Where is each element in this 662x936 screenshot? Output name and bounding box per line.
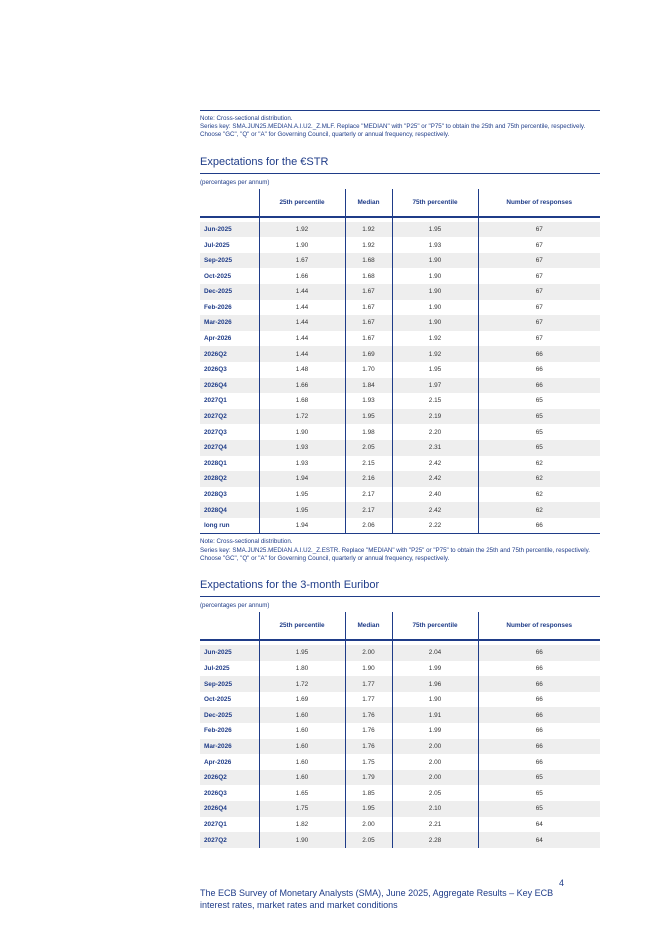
row-label: Feb-2026 (204, 727, 232, 735)
table-cell: 1.67 (259, 253, 345, 269)
column-header: 75th percentile (392, 189, 478, 217)
table-cell: 1.95 (345, 801, 392, 817)
row-label: 2026Q3 (204, 789, 227, 797)
table-row (200, 645, 600, 661)
table-cell: 1.98 (345, 424, 392, 440)
row-label: 2028Q3 (204, 491, 227, 498)
table-cell: 1.93 (259, 440, 345, 456)
table-cell: 2.22 (392, 518, 478, 534)
table-cell: 1.65 (259, 785, 345, 801)
table-row (200, 424, 600, 440)
table-row (200, 707, 600, 723)
column-header: Median (345, 612, 392, 640)
table-cell: 67 (478, 268, 600, 284)
column-header (200, 189, 259, 217)
table-cell: 1.94 (259, 518, 345, 534)
table-cell: 1.90 (392, 253, 478, 269)
table-row (200, 754, 600, 770)
table-cell: 2.20 (392, 424, 478, 440)
table-row (200, 692, 600, 708)
table-cell: 1.90 (259, 237, 345, 253)
table-cell: 1.90 (392, 284, 478, 300)
row-label: Dec-2025 (200, 707, 259, 723)
column-header: Number of responses (478, 189, 600, 217)
table-cell: 1.77 (345, 676, 392, 692)
table-cell: 1.68 (345, 253, 392, 269)
table-cell: 1.60 (259, 739, 345, 755)
table-cell: 2.05 (345, 440, 392, 456)
table-cell: 2.40 (392, 487, 478, 503)
table-row (200, 315, 600, 331)
table-cell: 2.15 (345, 456, 392, 472)
row-label: 2026Q4 (200, 801, 259, 817)
row-label: Jun-2025 (200, 645, 259, 661)
row-label: 2028Q4 (200, 502, 259, 518)
table-cell: 1.85 (345, 785, 392, 801)
row-label: long run (204, 522, 230, 530)
table-cell: 1.68 (345, 268, 392, 284)
page-number: 4 (559, 878, 565, 888)
table-cell: 62 (478, 471, 600, 487)
table-cell: 66 (478, 661, 600, 677)
table-cell: 1.93 (259, 456, 345, 472)
table-cell: 1.66 (259, 268, 345, 284)
row-label: 2027Q2 (200, 832, 259, 848)
table-cell: 66 (478, 645, 600, 661)
table-cell: 1.68 (259, 393, 345, 409)
table-cell: 65 (478, 440, 600, 456)
note-estr-line2: Series key: SMA.JUN25.MEDIAN.A.I.U2._Z.ESTR. Replace "MEDIAN" with "P25" or "P75" to obtain the 25th and 75th percentile, respectively. Choose "GC", "Q" or "A" for Governing Council, quarterly or annual frequency, respectively. (200, 546, 590, 562)
table-cell: 1.60 (259, 770, 345, 786)
table-cell: 66 (478, 378, 600, 394)
table-cell: 1.91 (392, 707, 478, 723)
table-cell: 1.79 (345, 770, 392, 786)
table-cell: 2.16 (345, 471, 392, 487)
table-cell: 1.93 (345, 393, 392, 409)
table-row (200, 518, 600, 534)
estr-header-row (200, 189, 600, 217)
table-cell: 2.42 (392, 502, 478, 518)
column-header (200, 612, 259, 640)
row-label: 2027Q4 (200, 440, 259, 456)
table-cell: 67 (478, 237, 600, 253)
row-label: 2027Q1 (204, 397, 227, 405)
table-cell: 1.95 (259, 645, 345, 661)
table-cell: 66 (478, 754, 600, 770)
table-row (200, 487, 600, 503)
table-cell: 2.10 (392, 801, 478, 817)
table-cell: 1.44 (259, 331, 345, 347)
table-row (200, 409, 600, 425)
table-cell: 62 (478, 487, 600, 503)
table-cell: 1.75 (345, 754, 392, 770)
table-row (200, 502, 600, 518)
table-cell: 1.80 (259, 661, 345, 677)
table-cell: 1.99 (392, 723, 478, 739)
table-row (200, 770, 600, 786)
column-header: Number of responses (478, 612, 600, 640)
page-content (200, 110, 600, 848)
table-cell: 1.90 (259, 424, 345, 440)
table-cell: 1.60 (259, 754, 345, 770)
row-label: 2026Q4 (200, 378, 259, 394)
row-label: Sep-2025 (200, 676, 259, 692)
table-cell: 1.90 (392, 300, 478, 316)
row-label: Oct-2025 (204, 272, 231, 280)
table-cell: 66 (478, 707, 600, 723)
row-label: Sep-2025 (200, 253, 259, 269)
table-cell: 1.72 (259, 676, 345, 692)
note-estr (200, 534, 600, 563)
estr-units: (percentages per annum) (200, 178, 270, 186)
table-cell: 1.95 (345, 409, 392, 425)
row-label: 2026Q2 (200, 770, 259, 786)
table-cell: 1.44 (259, 284, 345, 300)
table-cell: 1.95 (392, 222, 478, 238)
table-cell: 1.92 (392, 346, 478, 362)
table-cell: 1.60 (259, 723, 345, 739)
table-cell: 1.93 (392, 237, 478, 253)
table-cell: 2.42 (392, 471, 478, 487)
table-row (200, 378, 600, 394)
table-cell: 1.95 (392, 362, 478, 378)
table-cell: 2.28 (392, 832, 478, 848)
table-cell: 66 (478, 346, 600, 362)
table-cell: 66 (478, 676, 600, 692)
table-cell: 1.95 (259, 487, 345, 503)
table-cell: 2.06 (345, 518, 392, 534)
table-cell: 1.76 (345, 723, 392, 739)
table-cell: 1.67 (345, 300, 392, 316)
table-row (200, 253, 600, 269)
table-cell: 67 (478, 222, 600, 238)
table-cell: 65 (478, 424, 600, 440)
row-label: 2027Q3 (204, 428, 227, 436)
table-row (200, 393, 600, 409)
row-label: 2026Q2 (200, 346, 259, 362)
row-label: Feb-2026 (204, 303, 232, 311)
table-cell: 1.92 (392, 331, 478, 347)
table-cell: 1.76 (345, 707, 392, 723)
table-cell: 1.94 (259, 471, 345, 487)
table-cell: 62 (478, 456, 600, 472)
table-cell: 2.21 (392, 817, 478, 833)
table-cell: 1.44 (259, 346, 345, 362)
table-cell: 66 (478, 362, 600, 378)
table-cell: 66 (478, 518, 600, 534)
table-row (200, 268, 600, 284)
table-cell: 1.92 (345, 237, 392, 253)
table-cell: 1.90 (345, 661, 392, 677)
table-cell: 1.75 (259, 801, 345, 817)
estr-table (200, 189, 600, 534)
table-cell: 2.15 (392, 393, 478, 409)
table-cell: 1.82 (259, 817, 345, 833)
estr-title-rule (200, 173, 600, 174)
euribor-title-rule (200, 596, 600, 597)
table-row (200, 801, 600, 817)
table-cell: 1.67 (345, 331, 392, 347)
table-cell: 67 (478, 253, 600, 269)
table-row (200, 362, 600, 378)
row-label: Mar-2026 (200, 315, 259, 331)
table-cell: 1.92 (259, 222, 345, 238)
column-header: 25th percentile (259, 612, 345, 640)
table-cell: 65 (478, 409, 600, 425)
table-cell: 67 (478, 331, 600, 347)
table-cell: 1.44 (259, 300, 345, 316)
table-cell: 67 (478, 315, 600, 331)
row-label: Jun-2025 (200, 222, 259, 238)
euribor-table (200, 612, 600, 848)
table-cell: 65 (478, 801, 600, 817)
table-row (200, 284, 600, 300)
table-cell: 2.00 (345, 817, 392, 833)
table-cell: 2.17 (345, 487, 392, 503)
row-label: Apr-2026 (204, 335, 232, 343)
table-cell: 66 (478, 692, 600, 708)
table-cell: 1.90 (392, 692, 478, 708)
table-cell: 1.48 (259, 362, 345, 378)
row-label: Mar-2026 (200, 739, 259, 755)
row-label: 2028Q2 (200, 471, 259, 487)
row-label: Dec-2025 (200, 284, 259, 300)
table-cell: 1.84 (345, 378, 392, 394)
table-cell: 66 (478, 739, 600, 755)
note-top (200, 111, 600, 140)
table-row (200, 300, 600, 316)
row-label: 2026Q3 (204, 366, 227, 374)
table-cell: 66 (478, 723, 600, 739)
table-cell: 67 (478, 300, 600, 316)
column-header: 75th percentile (392, 612, 478, 640)
table-cell: 1.96 (392, 676, 478, 692)
table-cell: 1.90 (392, 315, 478, 331)
table-cell: 1.60 (259, 707, 345, 723)
table-cell: 1.99 (392, 661, 478, 677)
table-cell: 2.17 (345, 502, 392, 518)
table-cell: 1.44 (259, 315, 345, 331)
table-row (200, 817, 600, 833)
table-cell: 1.67 (345, 284, 392, 300)
table-row (200, 440, 600, 456)
table-row (200, 222, 600, 238)
table-cell: 65 (478, 393, 600, 409)
table-cell: 2.00 (392, 739, 478, 755)
table-cell: 2.31 (392, 440, 478, 456)
table-cell: 2.19 (392, 409, 478, 425)
table-row (200, 456, 600, 472)
euribor-units: (percentages per annum) (200, 602, 270, 610)
table-cell: 1.70 (345, 362, 392, 378)
table-cell: 1.66 (259, 378, 345, 394)
table-cell: 1.97 (392, 378, 478, 394)
row-label: Jul-2025 (204, 241, 230, 249)
table-row (200, 661, 600, 677)
table-cell: 2.05 (392, 785, 478, 801)
table-cell: 1.90 (392, 268, 478, 284)
table-row (200, 346, 600, 362)
row-label: 2027Q1 (204, 820, 227, 828)
table-row (200, 331, 600, 347)
table-row (200, 237, 600, 253)
table-cell: 1.72 (259, 409, 345, 425)
row-label: 2028Q1 (204, 459, 227, 467)
table-cell: 1.67 (345, 315, 392, 331)
table-cell: 2.05 (345, 832, 392, 848)
table-row (200, 739, 600, 755)
euribor-header-row (200, 612, 600, 640)
table-row (200, 676, 600, 692)
column-header: Median (345, 189, 392, 217)
table-cell: 65 (478, 785, 600, 801)
column-header: 25th percentile (259, 189, 345, 217)
estr-title: Expectations for the €STR (200, 155, 329, 168)
table-cell: 1.69 (259, 692, 345, 708)
table-cell: 2.00 (392, 754, 478, 770)
table-cell: 2.04 (392, 645, 478, 661)
note-top-line1: Note: Cross-sectional distribution. (200, 115, 293, 122)
table-row (200, 832, 600, 848)
footer-text: The ECB Survey of Monetary Analysts (SMA), June 2025, Aggregate Results – Key ECB interest rates, market rates and market conditions (200, 888, 554, 910)
table-cell: 67 (478, 284, 600, 300)
table-row (200, 723, 600, 739)
table-row (200, 471, 600, 487)
table-cell: 2.00 (345, 645, 392, 661)
table-cell: 1.92 (345, 222, 392, 238)
table-cell: 1.95 (259, 502, 345, 518)
table-cell: 1.69 (345, 346, 392, 362)
euribor-title: Expectations for the 3-month Euribor (200, 579, 380, 592)
table-cell: 64 (478, 817, 600, 833)
row-label: 2027Q2 (200, 409, 259, 425)
table-cell: 64 (478, 832, 600, 848)
table-row (200, 785, 600, 801)
table-cell: 65 (478, 770, 600, 786)
row-label: Oct-2025 (204, 696, 231, 704)
note-estr-line1: Note: Cross-sectional distribution. (200, 538, 293, 546)
table-cell: 1.90 (259, 832, 345, 848)
row-label: Jul-2025 (204, 664, 230, 672)
table-cell: 2.00 (392, 770, 478, 786)
table-cell: 62 (478, 502, 600, 518)
table-cell: 1.77 (345, 692, 392, 708)
table-cell: 2.42 (392, 456, 478, 472)
row-label: Apr-2026 (204, 758, 232, 766)
note-top-line2: Series key: SMA.JUN25.MEDIAN.A.I.U2._Z.MLF. Replace "MEDIAN" with "P25" or "P75" to obtain the 25th and 75th percentile, respectively. Choose "GC", "Q" or "A" for Governing Council, quarterly or annual frequency, respectively. (200, 123, 586, 139)
table-cell: 1.76 (345, 739, 392, 755)
